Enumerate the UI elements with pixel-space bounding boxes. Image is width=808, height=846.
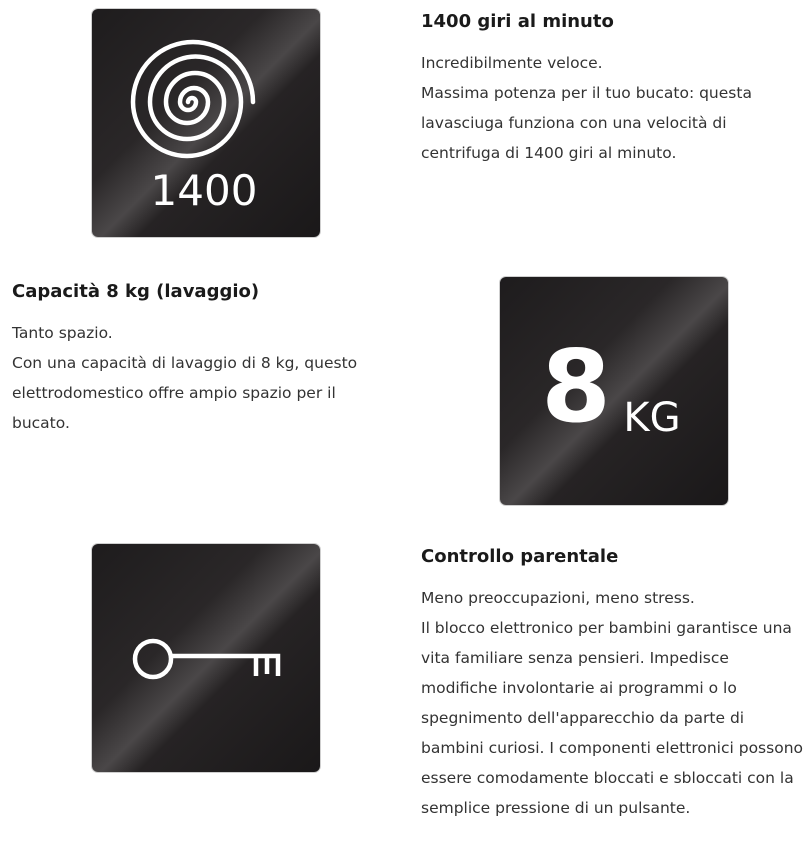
spiral-spin-icon <box>92 9 320 237</box>
spin-speed-feature <box>421 10 806 168</box>
capacity-tile <box>500 277 728 505</box>
capacity-tagline: Tanto spazio. <box>12 324 113 342</box>
spin-speed-description: Massima potenza per il tuo bucato: questa lavasciuga funziona con una velocità di centrifuga di 1400 giri al minuto. <box>421 84 752 162</box>
capacity-number: 8 <box>541 328 611 445</box>
spin-speed-title: 1400 giri al minuto <box>421 11 614 32</box>
parental-control-tile <box>92 544 320 772</box>
parental-control-title: Controllo parentale <box>421 546 619 567</box>
capacity-description: Con una capacità di lavaggio di 8 kg, questo elettrodomestico offre ampio spazio per il bucato. <box>12 354 358 432</box>
spin-speed-tagline: Incredibilmente veloce. <box>421 54 603 72</box>
parental-control-description: Il blocco elettronico per bambini garantisce una vita familiare senza pensieri. Impedisce modifiche involontarie ai programmi o lo spegnimento dell'apparecchio da parte di bambini curiosi. I componenti elettronici possono essere comodamente bloccati e sbloccati con la semplice pressione di un pulsante. <box>421 619 803 817</box>
key-icon <box>92 544 320 772</box>
parental-control-tagline: Meno preoccupazioni, meno stress. <box>421 589 695 607</box>
capacity-feature <box>12 280 387 438</box>
parental-control-feature <box>421 545 806 823</box>
capacity-title: Capacità 8 kg (lavaggio) <box>12 281 260 302</box>
capacity-kg-icon <box>500 277 728 505</box>
spin-speed-value: 1400 <box>150 166 258 215</box>
spin-speed-tile <box>92 9 320 237</box>
capacity-unit: KG <box>623 395 681 441</box>
